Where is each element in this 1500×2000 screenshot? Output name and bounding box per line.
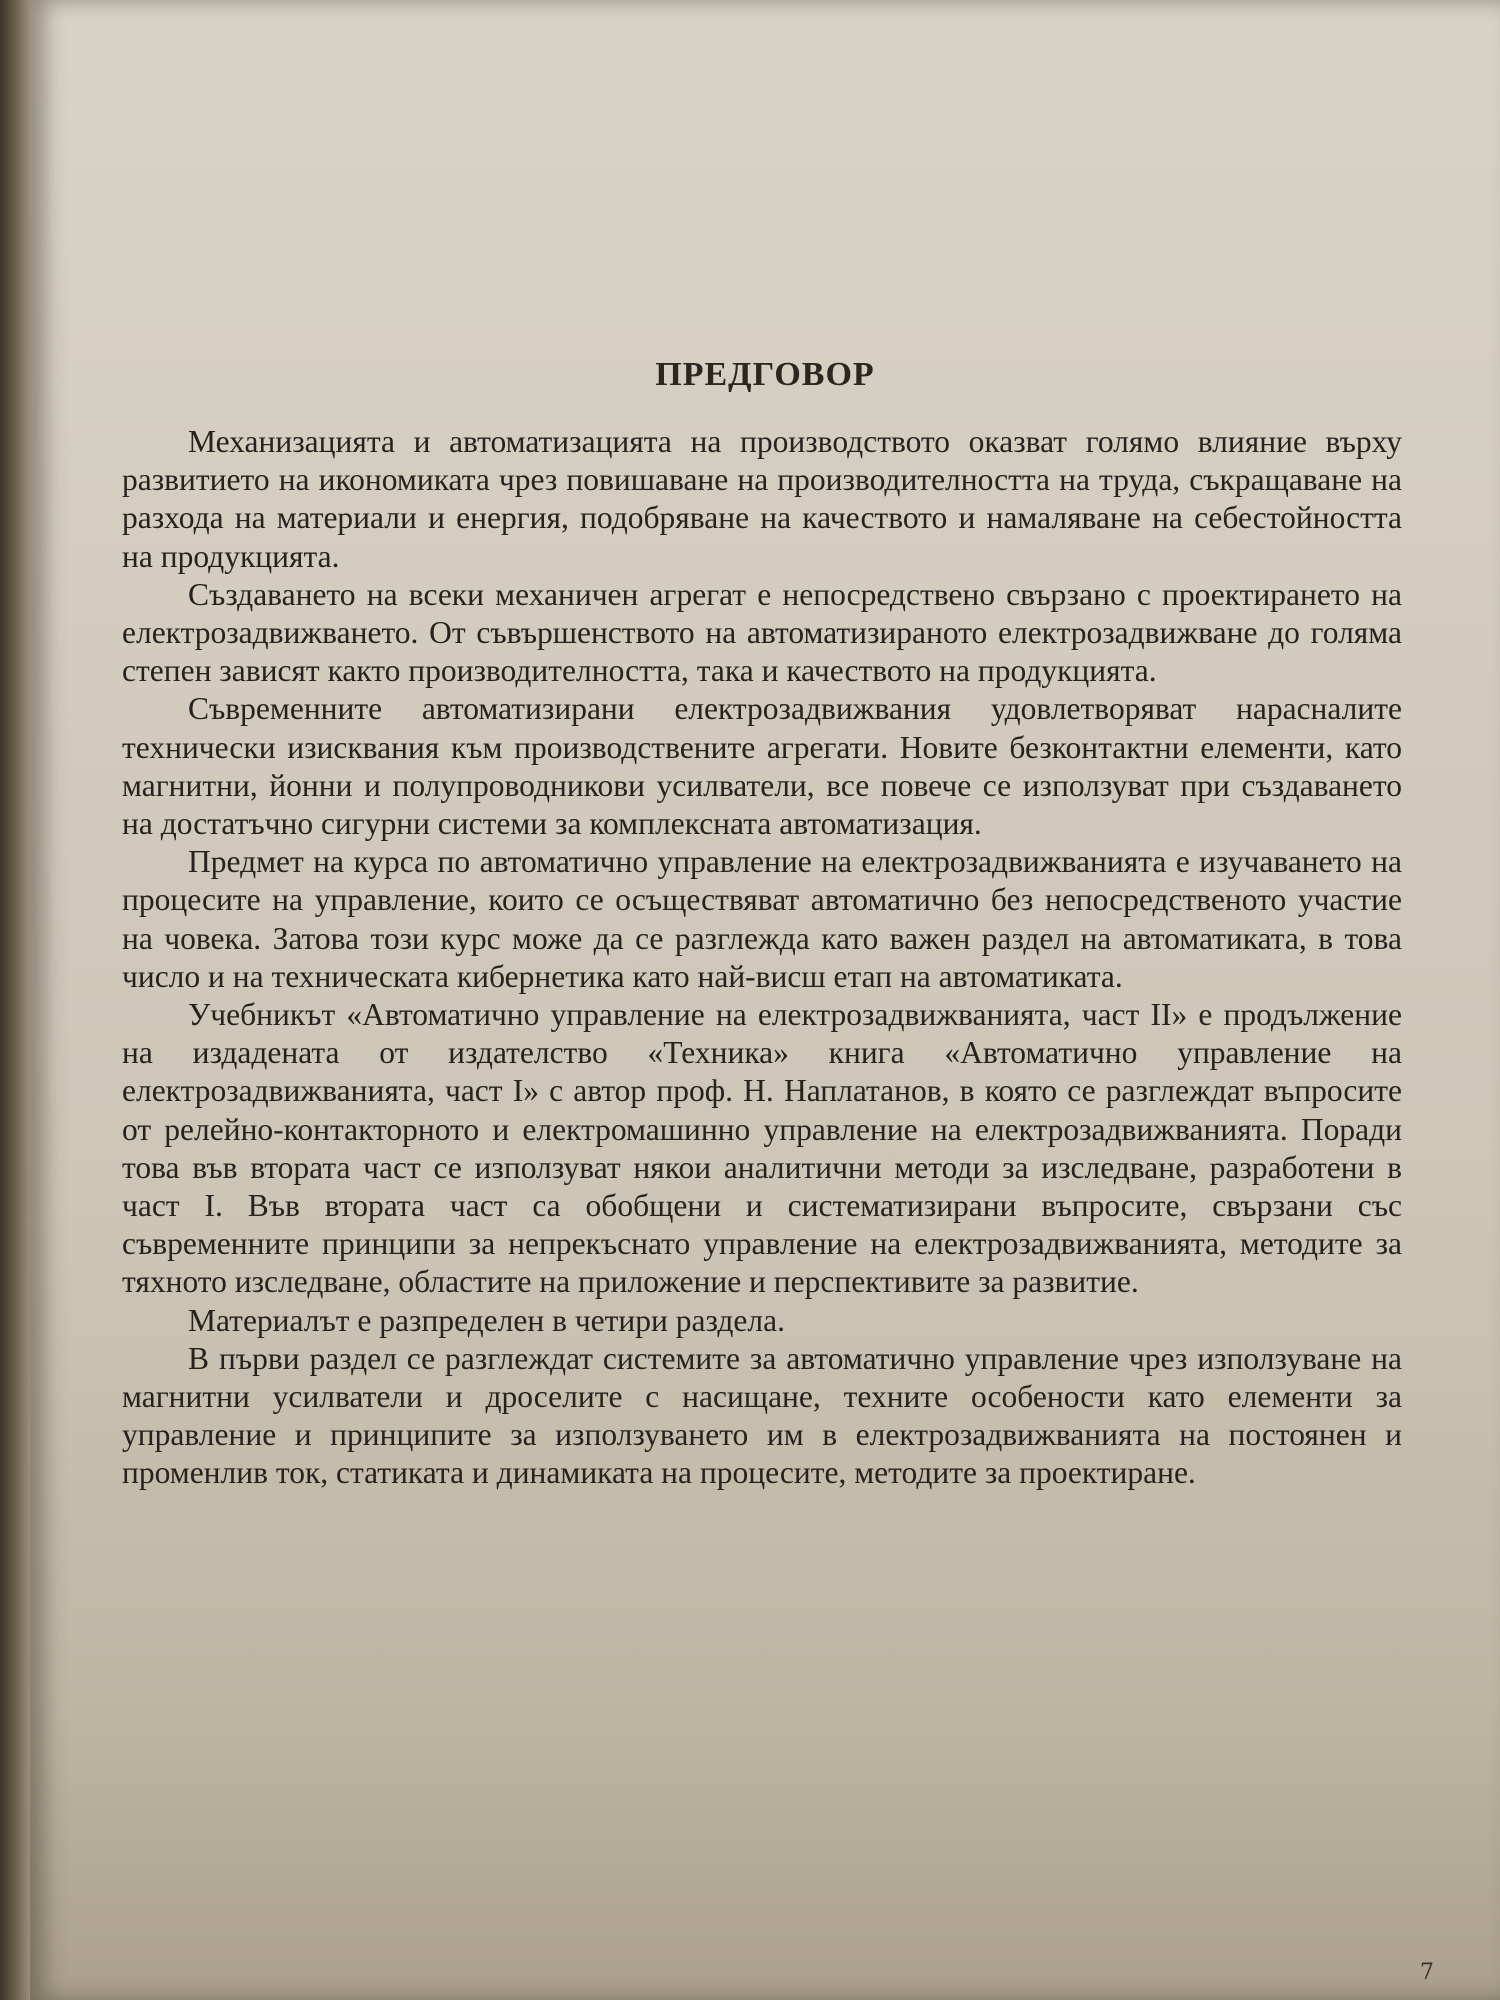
book-page	[30, 0, 1500, 2000]
paragraph-4: Предмет на курса по автоматично управление на електрозадвижванията е изучаването на процесите на управление, които се осъществяват автоматично без непосредственото участие на човека. Затова този курс може да се разглежда като важен раздел на автоматиката, в това число и на техническата кибернетика като най-висш етап на автоматиката.	[122, 844, 1402, 994]
paragraph-7: В първи раздел се разглеждат системите за автоматично управление чрез използуване на магнитни усилватели и дроселите с насищане, техните особености като елементи за управление и принципите за използуването им в електрозадвижванията на постоянен и променлив ток, статиката и динамиката на процесите, методите за проектиране.	[122, 1340, 1402, 1491]
paragraph-5: Учебникът «Автоматично управление на електрозадвижванията, част II» е продължение на издадената от издателство «Техника» книга «Автоматично управление на електрозадвижванията, част I» с автор проф. Н. Наплатанов, в която се разглеждат въпросите от релейно-контакторното и електромашинно управление на електрозадвижванията. Поради това във втората част се използуват някои аналитични методи за изследване, разработени в част I. Във втората част са обобщени и систематизирани въпросите, свързани със съвременните принципи за непрекъснато управление на електрозадвижванията, методите за тяхното изследване, областите на приложение и перспективите за развитие.	[122, 997, 1402, 1300]
paragraph-3: Съвременните автоматизирани електрозадвижвания удовлетворяват нарасналите технически изисквания към производствените агрегати. Новите безконтактни елементи, като магнитни, йонни и полупроводникови усилватели, все повече се използуват при създаването на достатъчно сигурни системи за комплексната автоматизация.	[122, 691, 1402, 842]
page-number: 7	[1420, 1960, 1434, 1985]
preface-body	[122, 423, 1402, 1493]
paragraph-6: Материалът е разпределен в четири раздела.	[188, 1302, 785, 1338]
page-title: ПРЕДГОВОР	[655, 356, 875, 393]
paragraph-2: Създаването на всеки механичен агрегат е непосредствено свързано с проектирането на електрозадвижването. От съвършенството на автоматизираното електрозадвижване до голяма степен зависят както производителността, така и качеството на продукцията.	[122, 576, 1402, 689]
book-gutter	[0, 0, 34, 2000]
paragraph-1: Механизацията и автоматизацията на производството оказват голямо влияние върху развитието на икономиката чрез повишаване на производителността на труда, съкращаване на разхода на материали и енергия, подобряване на качеството и намаляване на себестойността на продукцията.	[122, 424, 1402, 574]
